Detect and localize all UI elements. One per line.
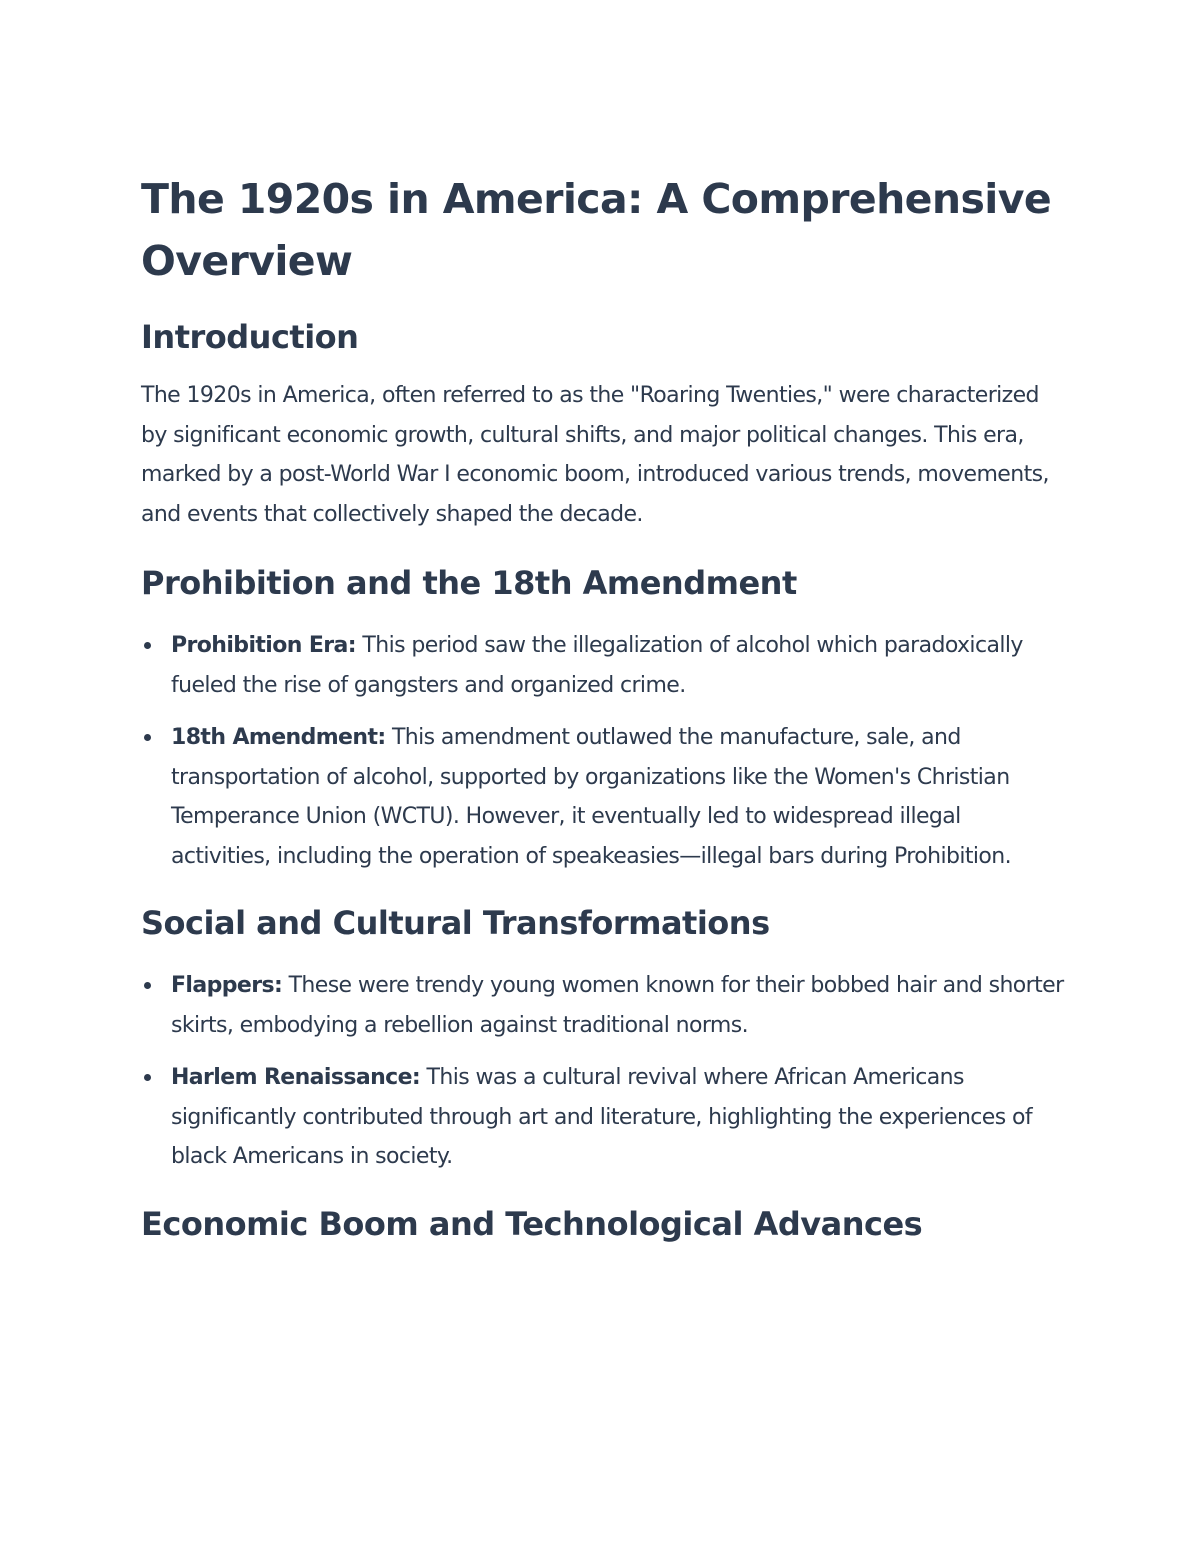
list-item bbox=[141, 966, 1066, 1045]
list-item bbox=[141, 626, 1066, 705]
list-item-text: These were trendy young women known for their bobbed hair and shorter skirts, embodying a rebellion against traditional norms. bbox=[171, 973, 1064, 1038]
section-heading-economic: Economic Boom and Technological Advances bbox=[141, 1204, 923, 1243]
bullet-icon bbox=[144, 734, 151, 741]
section-heading-social: Social and Cultural Transformations bbox=[141, 904, 770, 942]
prohibition-list bbox=[141, 626, 1066, 876]
list-item-text: This was a cultural revival where African Americans significantly contributed through art and literature, highlighting the experiences of black Americans in society. bbox=[171, 1065, 1032, 1169]
social-list bbox=[141, 966, 1066, 1177]
list-item-term: Flappers: bbox=[171, 973, 283, 998]
document-title: The 1920s in America: A Comprehensive Overview bbox=[141, 175, 1052, 285]
list-item-term: Harlem Renaissance: bbox=[171, 1065, 421, 1090]
list-item-term: 18th Amendment: bbox=[171, 725, 386, 750]
bullet-icon bbox=[144, 642, 151, 649]
bullet-icon bbox=[144, 982, 151, 989]
list-item-text: This period saw the illegalization of alcohol which paradoxically fueled the rise of gangsters and organized crime. bbox=[171, 633, 1023, 698]
document-page bbox=[141, 168, 1066, 1245]
list-item-term: Prohibition Era: bbox=[171, 633, 356, 658]
section-heading-introduction: Introduction bbox=[141, 318, 359, 356]
section-heading-prohibition: Prohibition and the 18th Amendment bbox=[141, 564, 797, 602]
introduction-paragraph: The 1920s in America, often referred to as the "Roaring Twenties," were characterized by significant economic growth, cultural shifts, and major political changes. This era, marked by a post-World War I economic boom, introduced various trends, movements, and events that collectively shaped the decade. bbox=[141, 383, 1049, 527]
list-item bbox=[141, 718, 1066, 876]
list-item-text: This amendment outlawed the manufacture, sale, and transportation of alcohol, supported by organizations like the Women's Christian Temperance Union (WCTU). However, it eventually led to widespread illegal activities, including the operation of speakeasies—illegal bars during Prohibition. bbox=[171, 725, 1011, 869]
list-item bbox=[141, 1058, 1066, 1177]
bullet-icon bbox=[144, 1074, 151, 1081]
